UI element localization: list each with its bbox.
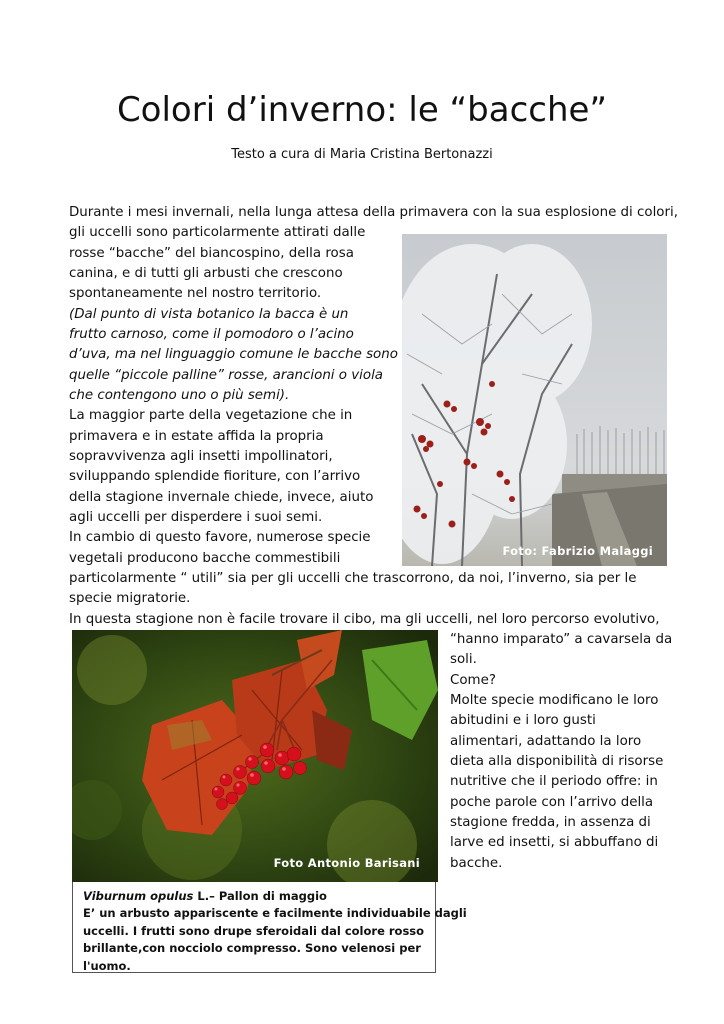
- right-line: Come?: [450, 673, 496, 688]
- right-line: Molte specie modificano le loro: [450, 693, 659, 708]
- caption-title: [83, 888, 427, 905]
- caption-line: l'uomo.: [83, 958, 131, 973]
- italic-line: d’uva, ma nel linguaggio comune le bacche sono: [69, 347, 398, 362]
- frost-trees-photo: [402, 234, 667, 566]
- caption-line: E’ un arbusto appariscente e facilmente individuabile dagli: [83, 906, 467, 921]
- italic-line: che contengono uno o più semi).: [69, 388, 290, 403]
- page-title: Colori d’inverno: le “bacche”: [116, 90, 608, 130]
- frost-trees-image: [402, 234, 667, 566]
- body-line: della stagione invernale chiede, invece, aiuto: [69, 490, 374, 505]
- body-line: particolarmente “ utili” sia per gli uccelli che trascorrono, da noi, l’inverno, sia per le: [69, 571, 637, 586]
- body-line: vegetali producono bacche commestibili: [69, 551, 341, 566]
- caption-line: uccelli. I frutti sono drupe sferoidali dal colore rosso: [83, 923, 425, 938]
- right-line: abitudini e i loro gusti: [450, 713, 596, 728]
- body-line: gli uccelli sono particolarmente attirati dalle: [69, 225, 366, 240]
- italic-line: (Dal punto di vista botanico la bacca è un: [69, 307, 349, 322]
- body-line: specie migratorie.: [69, 591, 191, 606]
- italic-line: frutto carnoso, come il pomodoro o l’acino: [69, 327, 354, 342]
- right-line: dieta alla disponibilità di risorse: [450, 754, 664, 769]
- right-line: stagione fredda, in assenza di: [450, 815, 651, 830]
- caption-line: brillante,con nocciolo compresso. Sono velenosi per: [83, 941, 421, 956]
- right-line: bacche.: [450, 856, 503, 871]
- body-line: sopravvivenza agli insetti impollinatori,: [69, 449, 333, 464]
- photo-credit-2: Foto Antonio Barisani: [273, 856, 420, 870]
- right-line: nutritive che il periodo offre: in: [450, 774, 658, 789]
- right-line: “hanno imparato” a cavarsela da: [450, 632, 673, 647]
- body-line: sviluppando splendide fioriture, con l’arrivo: [69, 469, 361, 484]
- photo-caption-box: [72, 882, 467, 973]
- right-line: alimentari, adattando la loro: [450, 734, 642, 749]
- right-line: larve ed insetti, si abbuffano di: [450, 835, 659, 850]
- viburnum-photo: [72, 630, 438, 882]
- body-line: La maggior parte della vegetazione che in: [69, 408, 353, 423]
- right-line: poche parole con l’arrivo della: [450, 795, 654, 810]
- caption-name: L.– Pallon di maggio: [193, 889, 327, 903]
- body-line: agli uccelli per disperdere i suoi semi.: [69, 510, 323, 525]
- body-line: primavera e in estate affida la propria: [69, 429, 324, 444]
- photo-credit-1: Foto: Fabrizio Malaggi: [502, 544, 653, 558]
- italic-line: quelle “piccole palline” rosse, arancioni o viola: [69, 368, 383, 383]
- body-line: rosse “bacche” del biancospino, della rosa: [69, 246, 354, 261]
- caption-species: Viburnum opulus: [83, 889, 194, 903]
- body-line: Durante i mesi invernali, nella lunga attesa della primavera con la sua esplosione di colori,: [69, 205, 678, 220]
- body-line: spontaneamente nel nostro territorio.: [69, 286, 322, 301]
- byline: Testo a cura di Maria Cristina Bertonazzi: [231, 147, 493, 162]
- viburnum-image: [72, 630, 438, 882]
- body-line: canina, e di tutti gli arbusti che crescono: [69, 266, 343, 281]
- body-line: In cambio di questo favore, numerose specie: [69, 530, 371, 545]
- body-line: In questa stagione non è facile trovare il cibo, ma gli uccelli, nel loro percorso evolutivo,: [69, 612, 660, 627]
- right-line: soli.: [450, 652, 477, 667]
